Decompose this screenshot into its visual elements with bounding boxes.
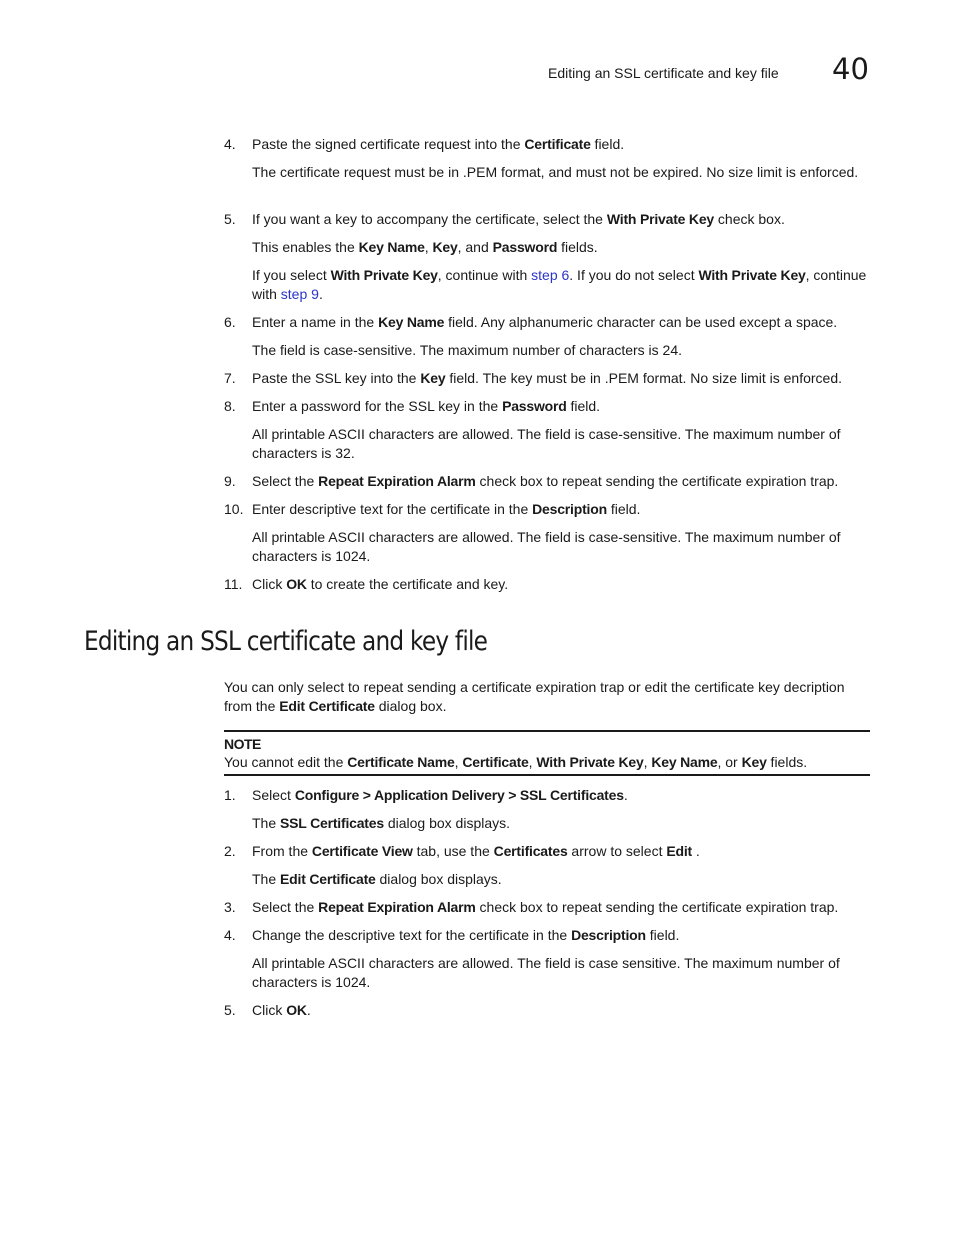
step-8 — [224, 397, 884, 416]
edit-step-1-note: The SSL Certificates dialog box displays. — [252, 815, 511, 831]
step-10-note: All printable ASCII characters are allowed. The field is case-sensitive. The maximum number of characters is 1024. — [252, 529, 841, 564]
step-number: 7. — [224, 370, 236, 386]
step-number: 3. — [224, 899, 236, 915]
edit-step-4 — [224, 926, 884, 945]
step-number: 4. — [224, 927, 236, 943]
step-text: If you want a key to accompany the certificate, select the With Private Key check box. — [252, 211, 785, 227]
step-text: From the Certificate View tab, use the Certificates arrow to select Edit . — [252, 843, 700, 859]
step-text: Select the Repeat Expiration Alarm check box to repeat sending the certificate expiration trap. — [252, 473, 839, 489]
edit-step-4-note: All printable ASCII characters are allowed. The field is case sensitive. The maximum number of characters is 1024. — [252, 955, 840, 990]
edit-step-2 — [224, 842, 884, 861]
edit-step-1 — [224, 786, 884, 805]
step-5-note-fields: This enables the Key Name, Key, and Password fields. — [252, 239, 598, 255]
step-text: Select Configure > Application Delivery > SSL Certificates. — [252, 787, 628, 803]
step-9 — [224, 472, 884, 491]
step-5-note-branch: If you select With Private Key, continue with step 6. If you do not select With Private Key, continue with step 9. — [252, 267, 867, 302]
edit-step-3 — [224, 898, 884, 917]
step-text: Change the descriptive text for the certificate in the Description field. — [252, 927, 680, 943]
step-number: 1. — [224, 787, 236, 803]
edit-step-2-note: The Edit Certificate dialog box displays. — [252, 871, 502, 887]
step-text: Paste the SSL key into the Key field. The key must be in .PEM format. No size limit is enforced. — [252, 370, 843, 386]
step-9-link[interactable]: step 9 — [280, 286, 319, 302]
step-text: Enter descriptive text for the certificate in the Description field. — [252, 501, 641, 517]
note-text: You cannot edit the Certificate Name, Certificate, With Private Key, Key Name, or Key fields. — [224, 754, 808, 770]
step-6 — [224, 313, 884, 332]
chapter-number: 40 — [832, 52, 869, 86]
step-text: Click OK to create the certificate and key. — [252, 576, 509, 592]
section-heading: Editing an SSL certificate and key file — [84, 626, 488, 657]
running-header-title: Editing an SSL certificate and key file — [548, 65, 779, 81]
note-box — [224, 730, 870, 776]
step-number: 8. — [224, 398, 236, 414]
step-10 — [224, 500, 884, 519]
step-text: Click OK. — [252, 1002, 311, 1018]
step-text: Paste the signed certificate request into the Certificate field. — [252, 136, 625, 152]
step-number: 5. — [224, 1002, 236, 1018]
section-intro: You can only select to repeat sending a certificate expiration trap or edit the certificate key decription from the Edit Certificate dialog box. — [224, 679, 845, 714]
step-text: Select the Repeat Expiration Alarm check box to repeat sending the certificate expiration trap. — [252, 899, 839, 915]
step-number: 2. — [224, 843, 236, 859]
step-number: 11. — [224, 576, 243, 592]
edit-step-5 — [224, 1001, 884, 1020]
step-4 — [224, 135, 884, 154]
step-7 — [224, 369, 884, 388]
step-number: 6. — [224, 314, 236, 330]
step-number: 5. — [224, 211, 236, 227]
note-label: NOTE — [224, 736, 261, 752]
step-text: Enter a password for the SSL key in the Password field. — [252, 398, 601, 414]
step-6-link[interactable]: step 6 — [531, 267, 570, 283]
step-number: 4. — [224, 136, 236, 152]
step-4-note: The certificate request must be in .PEM format, and must not be expired. No size limit is enforced. — [252, 164, 859, 180]
step-8-note: All printable ASCII characters are allowed. The field is case-sensitive. The maximum number of characters is 32. — [252, 426, 841, 461]
step-11 — [224, 575, 884, 594]
step-5 — [224, 210, 884, 229]
step-6-note: The field is case-sensitive. The maximum number of characters is 24. — [252, 342, 683, 358]
step-number: 10. — [224, 501, 244, 517]
step-number: 9. — [224, 473, 236, 489]
step-text: Enter a name in the Key Name field. Any alphanumeric character can be used except a space. — [252, 314, 838, 330]
